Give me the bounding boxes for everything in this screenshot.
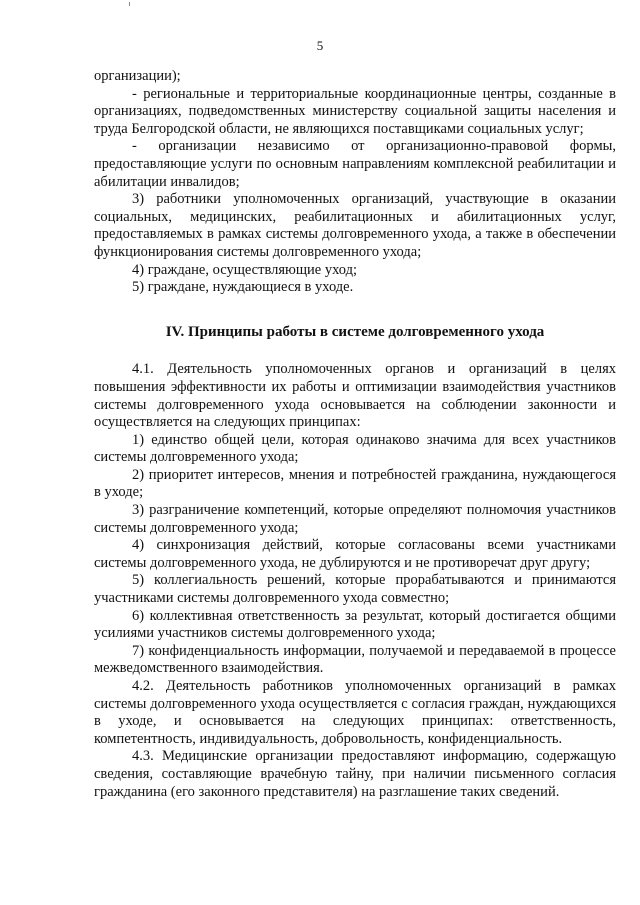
paragraph: 4.1. Деятельность уполномоченных органов и организаций в целях повышения эффективности их работы и оптимизации взаимодействия участников системы долговременного ухода основывается на соблюдении законности и осуществляется на следующих принципах: — [94, 361, 616, 431]
paragraph: 4.2. Деятельность работников уполномоченных организаций в рамках системы долговременного ухода осуществляется с согласия граждан, нуждающихся в уходе, и основывается на следующих принципах: ответственность, компетентность, индивидуальность, добровольность, конфиденциальность. — [94, 678, 616, 747]
paragraph-group-after — [94, 361, 616, 801]
paragraph: - организации независимо от организационно-правовой формы, предоставляющие услуги по основным направлениям комплексной реабилитации и абилитации инвалидов; — [94, 138, 616, 190]
paragraph: 3) работники уполномоченных организаций, участвующие в оказании социальных, медицинских, реабилитационных и абилитационных услуг, предоставляемых в рамках системы долговременного ухода, а также в обеспечении функционирования системы долговременного ухода; — [94, 191, 616, 260]
paragraph: 6) коллективная ответственность за результат, который достигается общими усилиями участников системы долговременного ухода; — [94, 607, 616, 642]
paragraph: 4.3. Медицинские организации предоставляют информацию, содержащую сведения, составляющие врачебную тайну, при наличии письменного согласия гражданина (его законного представителя) на разглашение таких сведений. — [94, 748, 616, 800]
paragraph: - региональные и территориальные координационные центры, созданные в организациях, подведомственных министерству социальной защиты населения и труда Белгородской области, не являющихся поставщиками социальных услуг; — [94, 85, 616, 137]
document-body — [94, 68, 616, 801]
scan-speck — [129, 2, 130, 6]
page-number: 5 — [316, 38, 324, 53]
paragraph-group-before — [94, 68, 616, 297]
paragraph: 5) граждане, нуждающиеся в уходе. — [132, 279, 354, 296]
paragraph: 5) коллегиальность решений, которые прорабатываются и принимаются участниками системы долговременного ухода совместно; — [94, 572, 616, 607]
paragraph: 2) приоритет интересов, мнения и потребностей гражданина, нуждающегося в уходе; — [94, 466, 616, 501]
paragraph: 4) граждане, осуществляющие уход; — [132, 261, 358, 278]
paragraph: организации); — [94, 68, 181, 84]
paragraph: 1) единство общей цели, которая одинаково значима для всех участников системы долговременного ухода; — [94, 431, 616, 466]
section-heading: IV. Принципы работы в системе долговременного ухода — [165, 323, 545, 340]
paragraph: 3) разграничение компетенций, которые определяют полномочия участников системы долговременного ухода; — [94, 502, 616, 536]
paragraph: 7) конфиденциальность информации, получаемой и передаваемой в процессе межведомственного взаимодействия. — [94, 642, 616, 677]
paragraph: 4) синхронизация действий, которые согласованы всеми участниками системы долговременного ухода, не дублируются и не противоречат друг другу; — [94, 537, 616, 571]
